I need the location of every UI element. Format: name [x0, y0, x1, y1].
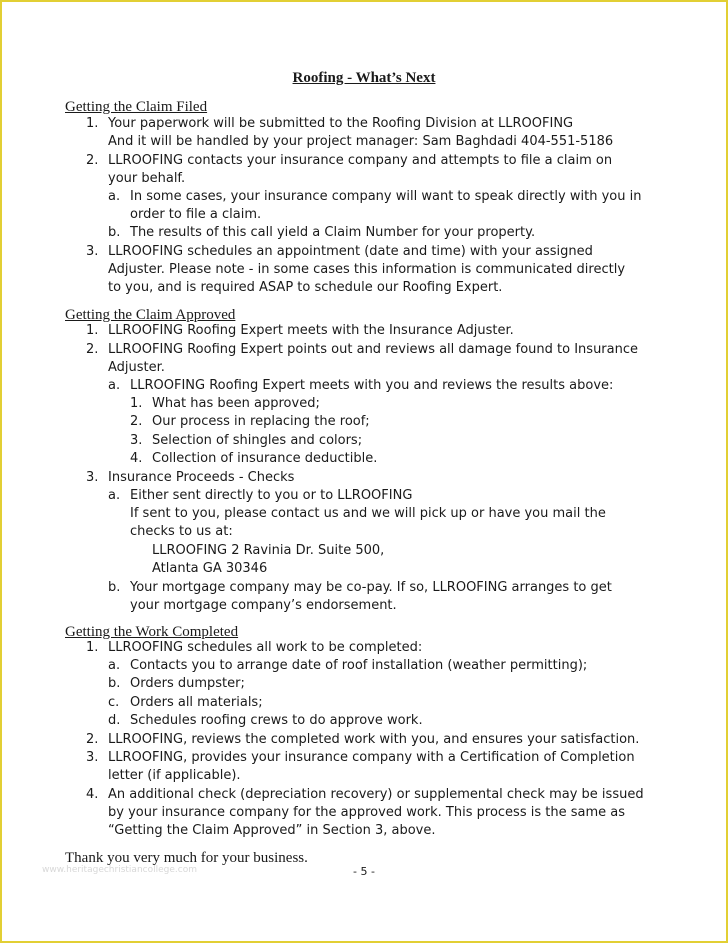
list-marker: c.: [108, 695, 120, 710]
list-marker: 1.: [86, 116, 99, 131]
list-item-text: “Getting the Claim Approved” in Section 3, above.: [108, 823, 436, 838]
list-item-text: Selection of shingles and colors;: [152, 433, 363, 448]
address-line: LLROOFING 2 Ravinia Dr. Suite 500,: [152, 543, 385, 558]
list-item-text: LLROOFING Roofing Expert points out and reviews all damage found to Insurance: [108, 342, 639, 357]
list-marker: 3.: [86, 750, 99, 765]
list-item-text: LLROOFING Roofing Expert meets with the Insurance Adjuster.: [108, 323, 514, 338]
list-item-text: In some cases, your insurance company will want to speak directly with you in: [130, 189, 642, 204]
list-item-text: to you, and is required ASAP to schedule our Roofing Expert.: [108, 280, 503, 295]
list-item-text: Collection of insurance deductible.: [152, 451, 378, 466]
list-item-text: LLROOFING, reviews the completed work with you, and ensures your satisfaction.: [108, 732, 640, 747]
list-item-text: Adjuster. Please note - in some cases this information is communicated directly: [108, 262, 626, 277]
address-line: Atlanta GA 30346: [152, 561, 268, 576]
list-item-text: The results of this call yield a Claim Number for your property.: [130, 225, 536, 240]
list-marker: a.: [108, 658, 121, 673]
closing-line: Thank you very much for your business.: [65, 850, 308, 866]
list-marker: 1.: [130, 396, 143, 411]
list-marker: 3.: [86, 244, 99, 259]
list-item-text: letter (if applicable).: [108, 768, 241, 783]
section-heading-claim-filed: Getting the Claim Filed: [65, 99, 208, 115]
list-item-text: What has been approved;: [152, 396, 320, 411]
list-item-text: Schedules roofing crews to do approve work.: [130, 713, 423, 728]
list-marker: b.: [108, 580, 121, 595]
list-item-text: LLROOFING, provides your insurance company with a Certification of Completion: [108, 750, 635, 765]
list-marker: 3.: [86, 470, 99, 485]
page-title: Roofing - What’s Next: [292, 70, 436, 86]
list-item-text: checks to us at:: [130, 524, 233, 539]
list-item-text: LLROOFING Roofing Expert meets with you and reviews the results above:: [130, 378, 614, 393]
list-marker: a.: [108, 488, 121, 503]
section-heading-work-completed: Getting the Work Completed: [65, 624, 239, 640]
watermark-text: www.heritagechristiancollege.com: [42, 865, 197, 875]
list-marker: 4.: [130, 451, 143, 466]
list-item-text: by your insurance company for the approved work. This process is the same as: [108, 805, 625, 820]
list-marker: 1.: [86, 323, 99, 338]
section-heading-claim-approved: Getting the Claim Approved: [65, 307, 236, 323]
list-item-text: Insurance Proceeds - Checks: [108, 470, 295, 485]
list-marker: 2.: [130, 414, 143, 429]
list-item-text: Your mortgage company may be co-pay. If so, LLROOFING arranges to get: [130, 580, 612, 595]
list-item-text: your behalf.: [108, 171, 186, 186]
list-item-text: Orders all materials;: [130, 695, 263, 710]
list-item-text: And it will be handled by your project manager: Sam Baghdadi 404-551-5186: [108, 134, 614, 149]
list-item-text: Contacts you to arrange date of roof installation (weather permitting);: [130, 658, 588, 673]
list-item-text: Orders dumpster;: [130, 676, 245, 691]
list-marker: 2.: [86, 342, 99, 357]
list-item-text: Our process in replacing the roof;: [152, 414, 370, 429]
list-item-text: An additional check (depreciation recovery) or supplemental check may be issued: [108, 787, 644, 802]
list-marker: 2.: [86, 153, 99, 168]
list-marker: a.: [108, 378, 121, 393]
list-item-text: Either sent directly to you or to LLROOFING: [130, 488, 413, 503]
list-marker: a.: [108, 189, 121, 204]
list-item-text: order to file a claim.: [130, 207, 262, 222]
list-marker: 4.: [86, 787, 99, 802]
list-marker: 1.: [86, 640, 99, 655]
list-marker: d.: [108, 713, 121, 728]
page-number: - 5 -: [353, 865, 375, 878]
list-item-text: Your paperwork will be submitted to the Roofing Division at LLROOFING: [108, 116, 574, 131]
list-item-text: If sent to you, please contact us and we will pick up or have you mail the: [130, 506, 606, 521]
list-item-text: LLROOFING schedules an appointment (date and time) with your assigned: [108, 244, 593, 259]
list-item-text: LLROOFING schedules all work to be completed:: [108, 640, 423, 655]
list-item-text: your mortgage company’s endorsement.: [130, 598, 397, 613]
list-marker: b.: [108, 676, 121, 691]
list-marker: 3.: [130, 433, 143, 448]
list-marker: 2.: [86, 732, 99, 747]
list-item-text: LLROOFING contacts your insurance company and attempts to file a claim on: [108, 153, 613, 168]
list-marker: b.: [108, 225, 121, 240]
list-item-text: Adjuster.: [108, 360, 165, 375]
